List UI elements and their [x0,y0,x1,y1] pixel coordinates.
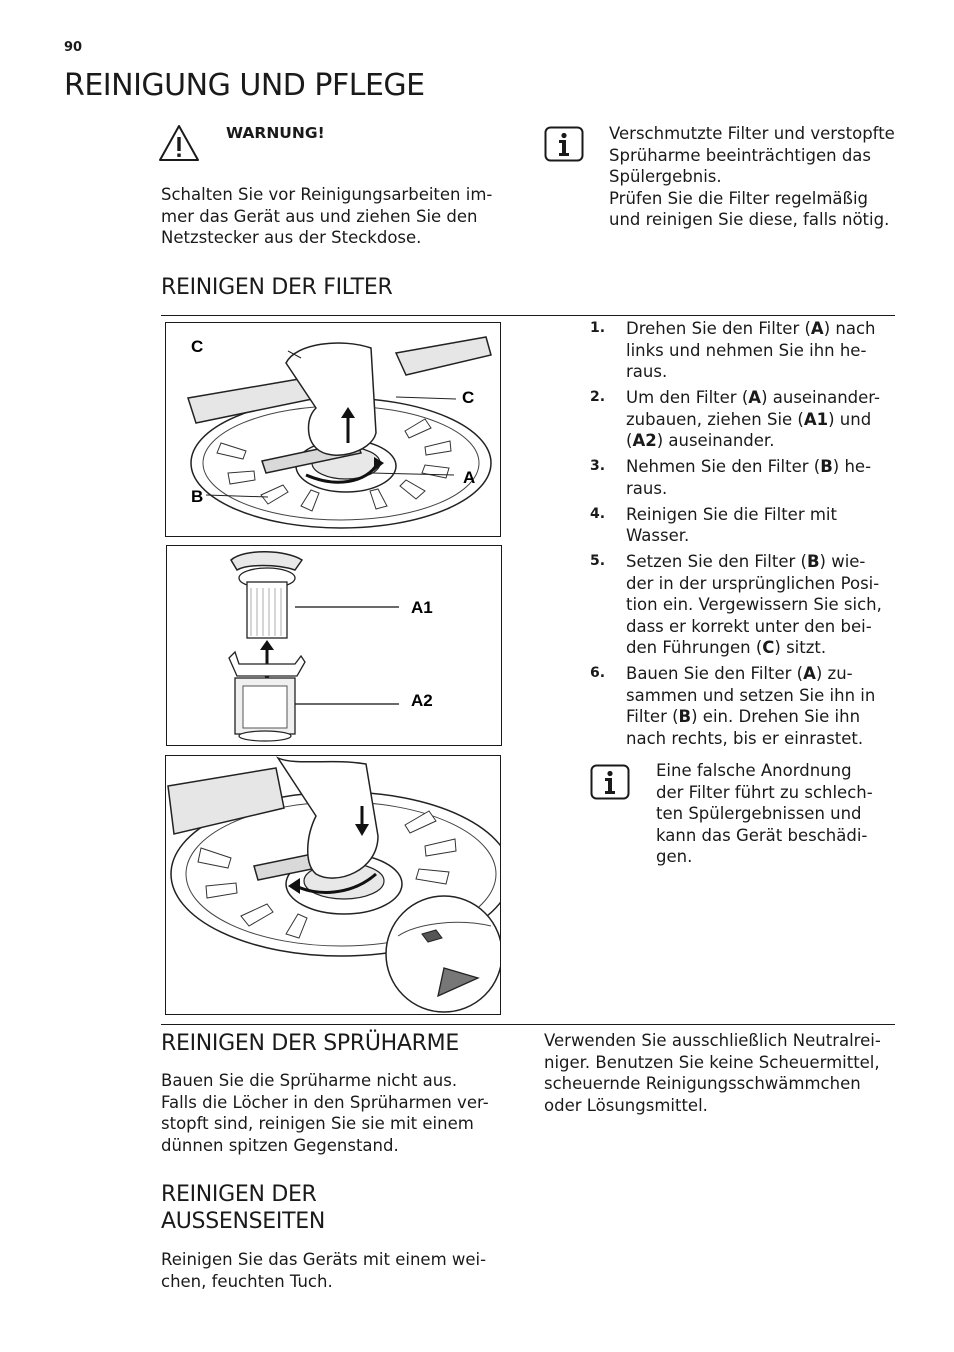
step-item: 6. Bauen Sie den Filter (A) zu- sammen und setzen Sie ihn in Filter (B) ein. Drehen Sie ihn nach rechts, bis er einrastet. [590,663,890,749]
step-item: 2. Um den Filter (A) auseinander- zubauen, ziehen Sie (A1) und (A2) auseinander. [590,387,890,452]
filter-removal-illustration [165,322,501,537]
warning-text: Schalten Sie vor Reinigungsarbeiten im- mer das Gerät aus und ziehen Sie den Netzstecker aus der Steckdose. [161,185,493,247]
step-line: raus. [626,362,668,381]
exterior-heading: REINIGEN DER AUSSENSEITEN [161,1182,325,1234]
step-line: tion ein. Vergewissern Sie sich, [626,595,882,614]
step-line: raus. [626,478,668,498]
filter-info-note: Eine falsche Anordnung der Filter führt zu schlech- ten Spülergebnissen und kann das Gerät beschädi- gen. [656,761,873,866]
step-item: 5. Setzen Sie den Filter (B) wie- der in der ursprünglichen Posi- tion ein. Vergewissern Sie sich, dass er korrekt unter den bei- den Führungen (C) sitzt. [590,551,890,659]
info-icon [590,764,630,800]
info-icon [544,126,584,162]
step-line: Reinigen Sie die Filter mit [626,504,837,524]
step-item: 1. Drehen Sie den Filter (A) nach links und nehmen Sie ihn he- raus. [590,318,890,383]
step-line: Drehen Sie den Filter (A) nach [626,319,876,338]
step-line: Setzen Sie den Filter (B) wie- [626,552,866,571]
step-line: Wasser. [626,526,690,545]
label-a1: A1 [411,598,433,617]
section-divider [161,1024,895,1025]
step-line: nach rechts, bis er einrastet. [626,728,864,748]
step-line: der in der ursprünglichen Posi- [626,573,880,593]
section-divider [161,315,895,316]
step-line: den Führungen (C) sitzt. [626,638,827,657]
step-item: 4. Reinigen Sie die Filter mit Wasser. [590,504,890,547]
label-a2: A2 [411,691,433,710]
spray-arms-heading: REINIGEN DER SPRÜHARME [161,1031,459,1056]
label-b: B [191,487,204,506]
page-number: 90 [64,40,83,55]
warning-heading: WARNUNG! [226,124,325,142]
spray-arms-text: Bauen Sie die Sprüharme nicht aus. Falls die Löcher in den Sprüharmen ver- stopft sind, reinigen Sie sie mit einem dünnen spitzen Gegenstand. [161,1071,489,1155]
step-line: Nehmen Sie den Filter (B) he- [626,457,872,476]
info-text-top: Verschmutzte Filter und verstopfte Sprüharme beeinträchtigen das Spülergebnis. Prüfen Sie die Filter regelmäßig und reinigen Sie diese, falls nötig. [609,124,895,229]
label-a: A [463,468,476,487]
filter-disassembly-illustration [166,545,502,746]
step-line: links und nehmen Sie ihn he- [626,340,867,360]
step-line: Bauen Sie den Filter (A) zu- [626,664,853,683]
step-item: 3. Nehmen Sie den Filter (B) he- raus. [590,456,890,499]
step-line: zubauen, ziehen Sie (A1) und [626,409,872,429]
label-c-right: C [462,388,475,407]
exterior-text: Reinigen Sie das Geräts mit einem wei- chen, feuchten Tuch. [161,1250,487,1291]
step-line: (A2) auseinander. [626,431,775,450]
page-title: REINIGUNG UND PFLEGE [64,68,425,103]
detergent-note: Verwenden Sie ausschließlich Neutralrei- niger. Benutzen Sie keine Scheuermittel, scheuernde Reinigungsschwämmchen oder Lösungsmittel. [544,1031,881,1115]
filter-section-heading: REINIGEN DER FILTER [161,275,393,300]
label-c-left: C [191,337,204,356]
step-line: Um den Filter (A) auseinander- [626,388,880,407]
step-line: sammen und setzen Sie ihn in [626,685,876,705]
filter-insertion-illustration [165,755,501,1015]
step-line: Filter (B) ein. Drehen Sie ihn [626,707,861,726]
step-line: dass er korrekt unter den bei- [626,616,872,636]
filter-steps-list [590,318,890,754]
warning-triangle-icon [158,124,200,162]
